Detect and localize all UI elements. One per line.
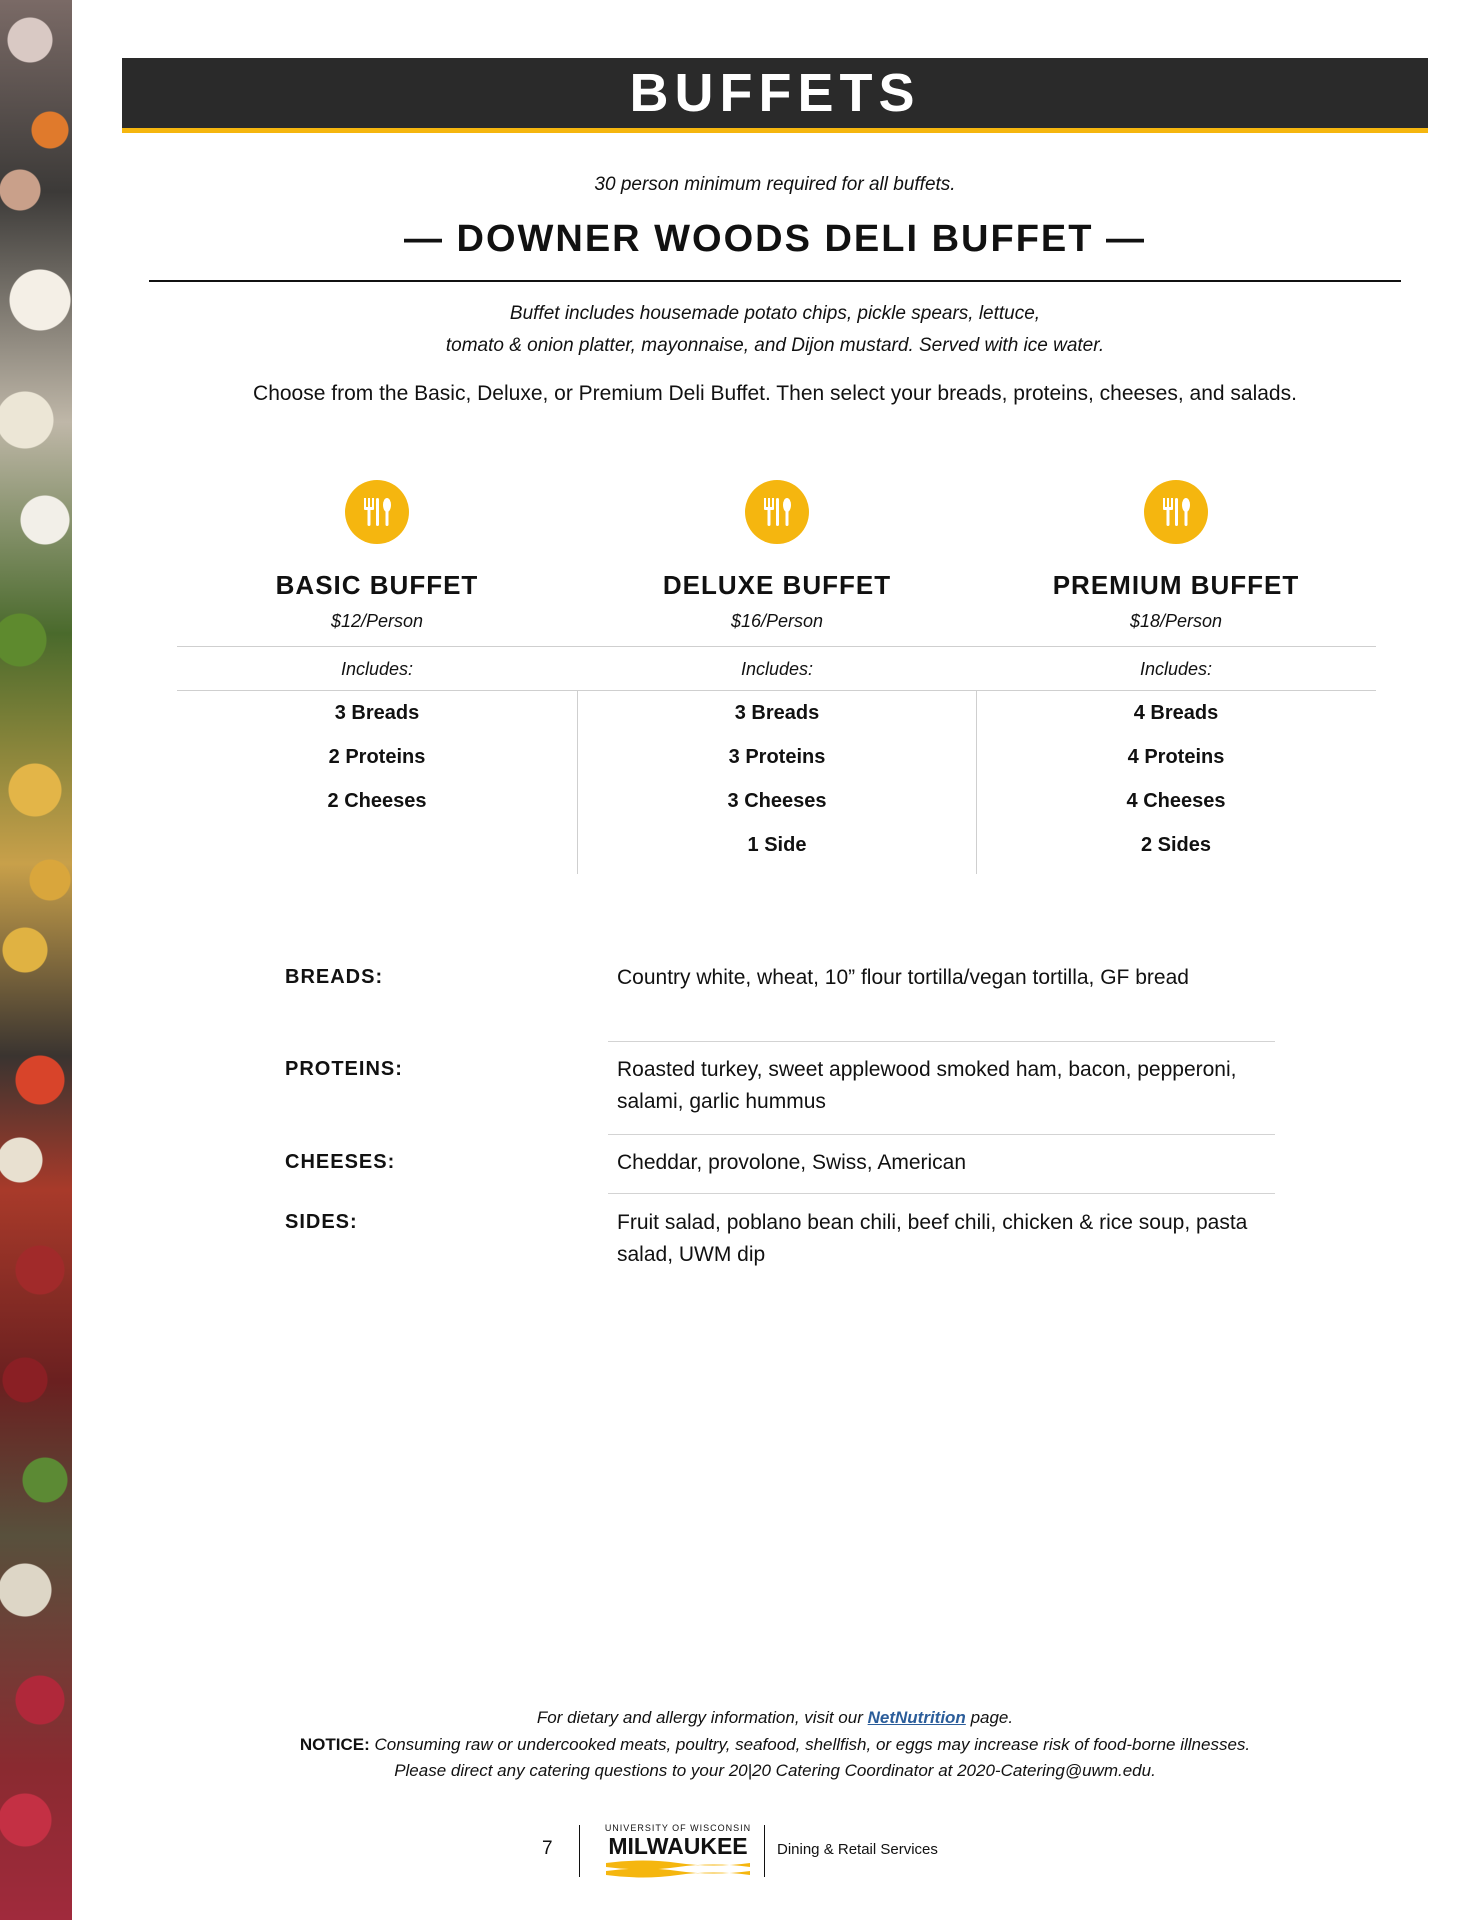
logo-wave-icon bbox=[603, 1859, 753, 1879]
utensils-icon bbox=[745, 480, 809, 544]
tier-price: $16/Person bbox=[730, 611, 824, 631]
cheeses-label: CHEESES: bbox=[285, 1151, 396, 1173]
notice bbox=[150, 1735, 1400, 1755]
minimum-note: 30 person minimum required for all buffets. bbox=[594, 174, 956, 195]
department-name: Dining & Retail Services bbox=[777, 1841, 938, 1858]
tier-premium bbox=[1026, 480, 1326, 632]
footer-separator bbox=[764, 1825, 765, 1877]
list-item bbox=[227, 830, 527, 874]
includes-label: Includes: bbox=[340, 659, 414, 679]
choose-instructions: Choose from the Basic, Deluxe, or Premium Deli Buffet. Then select your breads, proteins, cheeses, and salads. bbox=[253, 382, 1297, 405]
sides-value: Fruit salad, poblano bean chili, beef chili, chicken & rice soup, pasta salad, UWM dip bbox=[617, 1211, 1248, 1266]
logo-main-text: MILWAUKEE bbox=[608, 1833, 748, 1859]
title-divider bbox=[149, 280, 1401, 282]
list-item: 2 Proteins bbox=[328, 746, 426, 768]
tier-divider-bottom bbox=[177, 690, 1376, 691]
proteins-value: Roasted turkey, sweet applewood smoked ham, bacon, pepperoni, salami, garlic hummus bbox=[617, 1058, 1237, 1113]
list-item: 1 Side bbox=[747, 834, 807, 856]
tier-deluxe bbox=[627, 480, 927, 632]
list-item: 4 Breads bbox=[1133, 702, 1219, 724]
list-item: 4 Proteins bbox=[1127, 746, 1225, 768]
column-divider bbox=[577, 691, 578, 874]
sides-label: SIDES: bbox=[285, 1211, 358, 1233]
tier-items-basic bbox=[227, 698, 527, 874]
section-title: — DOWNER WOODS DELI BUFFET — bbox=[403, 218, 1147, 260]
includes-line-2: tomato & onion platter, mayonnaise, and Dijon mustard. Served with ice water. bbox=[445, 335, 1105, 356]
includes-line-1: Buffet includes housemade potato chips, pickle spears, lettuce, bbox=[509, 303, 1041, 324]
page-title: BUFFETS bbox=[629, 63, 921, 123]
tier-divider-top bbox=[177, 646, 1376, 647]
row-divider bbox=[608, 1193, 1275, 1194]
notice-label: NOTICE: bbox=[299, 1735, 370, 1754]
logo-top-text: UNIVERSITY OF WISCONSIN bbox=[604, 1823, 752, 1833]
list-item: 3 Breads bbox=[734, 702, 820, 724]
row-divider bbox=[608, 1134, 1275, 1135]
list-item: 2 Sides bbox=[1140, 834, 1212, 856]
notice-text: Consuming raw or undercooked meats, poultry, seafood, shellfish, or eggs may increase risk of food-borne illnesses. bbox=[374, 1735, 1251, 1754]
breads-label: BREADS: bbox=[285, 966, 384, 988]
tier-price: $18/Person bbox=[1129, 611, 1223, 631]
page-number: 7 bbox=[542, 1838, 553, 1859]
tier-basic bbox=[227, 480, 527, 632]
breads-value: Country white, wheat, 10” flour tortilla/vegan tortilla, GF bread bbox=[617, 966, 1189, 989]
dietary-info bbox=[150, 1708, 1400, 1728]
tier-price: $12/Person bbox=[330, 611, 424, 631]
includes-label: Includes: bbox=[740, 659, 814, 679]
list-item: 2 Cheeses bbox=[327, 790, 427, 812]
list-item: 3 Breads bbox=[334, 702, 420, 724]
uwm-logo bbox=[603, 1823, 753, 1879]
footer-separator bbox=[579, 1825, 580, 1877]
list-item: 4 Cheeses bbox=[1126, 790, 1226, 812]
contact-note: Please direct any catering questions to your 20|20 Catering Coordinator at 2020-Catering@uwm.edu. bbox=[394, 1761, 1156, 1780]
tier-name: BASIC BUFFET bbox=[275, 570, 479, 600]
netnutrition-link[interactable]: NetNutrition bbox=[867, 1708, 966, 1727]
tier-name: PREMIUM BUFFET bbox=[1052, 570, 1300, 600]
food-photo-strip bbox=[0, 0, 72, 1920]
list-item: 3 Cheeses bbox=[727, 790, 827, 812]
tier-items-premium bbox=[1026, 698, 1326, 874]
dietary-suffix: page. bbox=[970, 1708, 1014, 1727]
column-divider bbox=[976, 691, 977, 874]
list-item: 3 Proteins bbox=[728, 746, 826, 768]
proteins-label: PROTEINS: bbox=[285, 1058, 403, 1080]
utensils-icon bbox=[345, 480, 409, 544]
includes-label: Includes: bbox=[1139, 659, 1213, 679]
tier-items-deluxe bbox=[627, 698, 927, 874]
row-divider bbox=[608, 1041, 1275, 1042]
utensils-icon bbox=[1144, 480, 1208, 544]
tier-name: DELUXE BUFFET bbox=[662, 570, 892, 600]
cheeses-value: Cheddar, provolone, Swiss, American bbox=[617, 1151, 967, 1174]
dietary-prefix: For dietary and allergy information, visit our bbox=[536, 1708, 863, 1727]
header-banner bbox=[122, 58, 1428, 133]
